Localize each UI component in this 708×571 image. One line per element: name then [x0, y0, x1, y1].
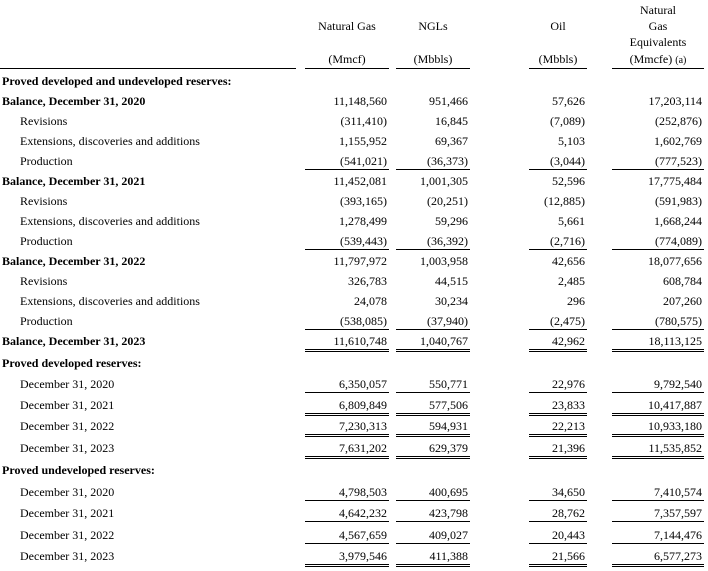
value-cell: 1,003,958 [420, 254, 468, 268]
value-cell: 18,077,656 [648, 254, 702, 268]
double-underline [305, 434, 389, 437]
balance-row-label: Balance, December 31, 2021 [2, 174, 146, 188]
balance-row-label: Balance, December 31, 2022 [2, 254, 146, 268]
value-cell: 7,357,597 [654, 506, 702, 520]
value-cell: 296 [567, 294, 585, 308]
value-cell: 7,230,313 [339, 419, 387, 433]
value-cell: 30,234 [435, 294, 468, 308]
row-label: December 31, 2021 [20, 506, 115, 520]
value-cell: 7,631,202 [339, 441, 387, 455]
value-cell: 400,695 [429, 485, 468, 499]
value-cell: 608,784 [663, 274, 702, 288]
single-underline [305, 329, 389, 330]
value-cell: 1,155,952 [339, 134, 387, 148]
row-label: Revisions [20, 274, 68, 288]
balance-row-label: Balance, December 31, 2023 [2, 334, 146, 348]
value-cell: 4,798,503 [339, 485, 387, 499]
value-cell: 1,278,499 [339, 214, 387, 228]
value-cell: 17,775,484 [648, 174, 702, 188]
row-label: December 31, 2022 [20, 528, 115, 542]
single-underline [612, 521, 704, 522]
value-cell: (36,373) [427, 154, 468, 168]
value-cell: (3,044) [550, 154, 585, 168]
value-cell: 10,933,180 [648, 419, 702, 433]
value-cell: 21,396 [552, 441, 585, 455]
single-underline [396, 392, 470, 393]
row-label: December 31, 2023 [20, 549, 115, 563]
value-cell: 16,845 [435, 114, 468, 128]
value-cell: (541,021) [340, 154, 387, 168]
header-underline [396, 68, 470, 69]
value-cell: (20,251) [427, 194, 468, 208]
row-label: December 31, 2022 [20, 419, 115, 433]
value-cell: 44,515 [435, 274, 468, 288]
row-label: Extensions, discoveries and additions [20, 294, 200, 308]
single-underline [529, 500, 587, 501]
value-cell: 18,113,125 [648, 334, 702, 348]
value-cell: 326,783 [348, 274, 387, 288]
unit-label: (Mmcfe) [629, 52, 673, 66]
single-underline [305, 521, 389, 522]
single-underline [529, 521, 587, 522]
column-unit [529, 52, 587, 68]
value-cell: 577,506 [429, 398, 468, 412]
single-underline [396, 500, 470, 501]
single-underline [305, 249, 389, 250]
value-cell: 1,602,769 [654, 134, 702, 148]
unit-label: (Mbbls) [538, 52, 578, 66]
header-underline [612, 68, 704, 69]
double-underline [612, 564, 704, 567]
single-underline [529, 543, 587, 544]
value-cell: (538,085) [340, 314, 387, 328]
double-underline [305, 349, 389, 352]
value-cell: 550,771 [429, 377, 468, 391]
value-cell: 629,379 [429, 441, 468, 455]
value-cell: (777,523) [655, 154, 702, 168]
value-cell: 69,367 [435, 134, 468, 148]
single-underline [612, 329, 704, 330]
value-cell: 4,642,232 [339, 506, 387, 520]
double-underline [396, 456, 470, 459]
value-cell: (539,443) [340, 234, 387, 248]
double-underline [529, 349, 587, 352]
value-cell: (7,089) [550, 114, 585, 128]
row-label: Production [20, 234, 73, 248]
header-underline [529, 68, 587, 69]
double-underline [396, 564, 470, 567]
column-header: Oil [550, 19, 566, 33]
column-header: NGLs [418, 19, 448, 33]
value-cell: (311,410) [340, 114, 387, 128]
single-underline [529, 169, 587, 170]
single-underline [612, 392, 704, 393]
column-unit [305, 52, 389, 68]
unit-label: (Mbbls) [413, 52, 453, 66]
value-cell: 34,650 [552, 485, 585, 499]
row-label: Extensions, discoveries and additions [20, 134, 200, 148]
single-underline [529, 329, 587, 330]
section-heading: Proved developed and undeveloped reserves: [2, 74, 232, 88]
single-underline [396, 521, 470, 522]
section-heading: Proved developed reserves: [2, 356, 142, 370]
value-cell: (36,392) [427, 234, 468, 248]
double-underline [305, 564, 389, 567]
single-underline [305, 500, 389, 501]
single-underline [396, 169, 470, 170]
value-cell: (591,983) [655, 194, 702, 208]
value-cell: 6,350,057 [339, 377, 387, 391]
value-cell: 4,567,659 [339, 528, 387, 542]
value-cell: 23,833 [552, 398, 585, 412]
value-cell: 207,260 [663, 294, 702, 308]
single-underline [612, 169, 704, 170]
value-cell: 17,203,114 [648, 94, 702, 108]
row-label: December 31, 2020 [20, 377, 115, 391]
value-cell: (774,089) [655, 234, 702, 248]
unit-label: (Mmcf) [328, 52, 366, 66]
value-cell: 5,661 [558, 214, 585, 228]
column-header: Natural Gas [318, 19, 376, 33]
value-cell: (2,475) [550, 314, 585, 328]
double-underline [305, 456, 389, 459]
value-cell: (37,940) [427, 314, 468, 328]
value-cell: 42,656 [552, 254, 585, 268]
row-label: December 31, 2023 [20, 441, 115, 455]
value-cell: 28,762 [552, 506, 585, 520]
single-underline [305, 169, 389, 170]
value-cell: 423,798 [429, 506, 468, 520]
header-underline [305, 68, 389, 69]
row-label: Extensions, discoveries and additions [20, 214, 200, 228]
row-label: Revisions [20, 194, 68, 208]
column-header: Natural [640, 3, 676, 17]
value-cell: 57,626 [552, 94, 585, 108]
value-cell: 2,485 [558, 274, 585, 288]
section-heading: Proved undeveloped reserves: [2, 463, 155, 477]
double-underline [612, 413, 704, 416]
value-cell: (252,876) [655, 114, 702, 128]
value-cell: 52,596 [552, 174, 585, 188]
single-underline [305, 543, 389, 544]
value-cell: 7,144,476 [654, 528, 702, 542]
value-cell: 11,452,081 [333, 174, 387, 188]
value-cell: 1,040,767 [420, 334, 468, 348]
value-cell: 24,078 [354, 294, 387, 308]
value-cell: 20,443 [552, 528, 585, 542]
double-underline [529, 434, 587, 437]
single-underline [612, 249, 704, 250]
column-unit [396, 52, 470, 68]
value-cell: 59,296 [435, 214, 468, 228]
single-underline [396, 249, 470, 250]
value-cell: 9,792,540 [654, 377, 702, 391]
double-underline [529, 564, 587, 567]
row-label: Revisions [20, 114, 68, 128]
single-underline [396, 543, 470, 544]
double-underline [529, 413, 587, 416]
single-underline [396, 329, 470, 330]
value-cell: 22,213 [552, 419, 585, 433]
single-underline [612, 543, 704, 544]
value-cell: 21,566 [552, 549, 585, 563]
value-cell: (12,885) [544, 194, 585, 208]
value-cell: 5,103 [558, 134, 585, 148]
header-divider [0, 68, 296, 69]
value-cell: 409,027 [429, 528, 468, 542]
value-cell: 3,979,546 [339, 549, 387, 563]
double-underline [529, 456, 587, 459]
double-underline [612, 456, 704, 459]
value-cell: 6,577,273 [654, 549, 702, 563]
value-cell: 10,417,887 [648, 398, 702, 412]
double-underline [396, 413, 470, 416]
value-cell: 11,535,852 [648, 441, 702, 455]
row-label: December 31, 2020 [20, 485, 115, 499]
footnote-marker: (a) [675, 55, 687, 66]
single-underline [612, 500, 704, 501]
value-cell: (393,165) [340, 194, 387, 208]
double-underline [396, 434, 470, 437]
value-cell: 11,610,748 [333, 334, 387, 348]
row-label: Production [20, 314, 73, 328]
value-cell: 22,976 [552, 377, 585, 391]
single-underline [529, 392, 587, 393]
value-cell: 42,962 [552, 334, 585, 348]
column-header: Gas [648, 19, 668, 33]
value-cell: 1,001,305 [420, 174, 468, 188]
column-header: Equivalents [629, 35, 687, 49]
value-cell: 951,466 [429, 94, 468, 108]
value-cell: 7,410,574 [654, 485, 702, 499]
value-cell: 11,797,972 [333, 254, 387, 268]
value-cell: (780,575) [655, 314, 702, 328]
single-underline [305, 392, 389, 393]
value-cell: 1,668,244 [654, 214, 702, 228]
double-underline [396, 349, 470, 352]
value-cell: 594,931 [429, 419, 468, 433]
single-underline [529, 249, 587, 250]
double-underline [305, 413, 389, 416]
balance-row-label: Balance, December 31, 2020 [2, 94, 146, 108]
row-label: Production [20, 154, 73, 168]
value-cell: (2,716) [550, 234, 585, 248]
value-cell: 6,809,849 [339, 398, 387, 412]
value-cell: 411,388 [429, 549, 468, 563]
value-cell: 11,148,560 [333, 94, 387, 108]
row-label: December 31, 2021 [20, 398, 115, 412]
double-underline [612, 349, 704, 352]
double-underline [612, 434, 704, 437]
